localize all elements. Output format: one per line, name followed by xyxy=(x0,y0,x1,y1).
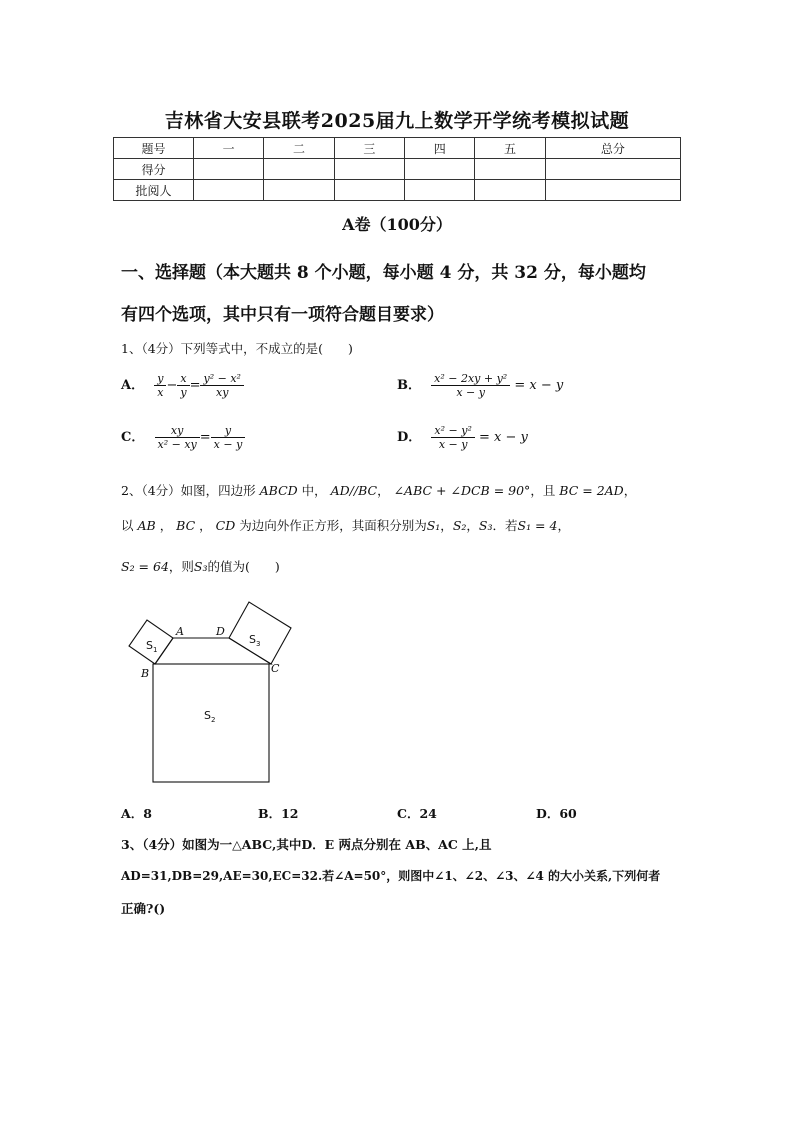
part1-line2: 有四个选项，其中只有一项符合题目要求） xyxy=(121,305,444,325)
q2-figure xyxy=(115,595,300,790)
score-cell[interactable] xyxy=(545,159,680,180)
score-header-cell: 一 xyxy=(194,138,264,159)
score-header-cell: 总分 xyxy=(545,138,680,159)
label-a: A xyxy=(176,625,184,638)
q2-choice-b[interactable]: B．12 xyxy=(258,806,299,821)
q2-line2: 以 AB ， BC ， CD 为边向外作正方形，其面积分别为S₁，S₂，S₃．若S₁ = 4， xyxy=(121,518,570,533)
q1-option-c[interactable]: C． $\frac{xy}{\text{x² − xy}}$ = $\frac{y}{x - y}$ xyxy=(121,424,245,451)
label-s1: $S_1$ xyxy=(146,639,158,654)
score-table-header-row xyxy=(114,138,681,159)
q2-choice-d[interactable]: D．60 xyxy=(536,806,577,821)
score-cell[interactable] xyxy=(405,180,475,201)
score-cell[interactable] xyxy=(405,159,475,180)
label-c: C xyxy=(271,662,280,675)
fraction: $\frac{xy}{\text{x² − xy}}$ xyxy=(155,424,200,451)
label-d: D xyxy=(216,625,225,638)
fraction: $\frac{\text{x² − y²}}{x - y}$ xyxy=(431,424,474,451)
score-header-cell: 三 xyxy=(334,138,404,159)
part1-heading xyxy=(121,252,681,336)
score-row-label: 得分 xyxy=(114,159,194,180)
option-label: A． xyxy=(121,378,145,393)
q2-line3: S₂ = 64，则S₃的值为( ) xyxy=(121,559,280,574)
q1-option-a[interactable]: A． $\frac{y}{x}$ − $\frac{x}{y}$ = $\frac{\text{y² − x²}}{xy}$ xyxy=(121,372,244,399)
score-cell[interactable] xyxy=(264,180,334,201)
score-header-cell: 题号 xyxy=(114,138,194,159)
score-cell[interactable] xyxy=(475,159,545,180)
score-header-cell: 五 xyxy=(475,138,545,159)
page-title: 吉林省大安县联考2025届九上数学开学统考模拟试题 xyxy=(164,110,630,132)
score-cell[interactable] xyxy=(194,180,264,201)
fraction: $\frac{x}{y}$ xyxy=(177,372,189,399)
part1-line1: 一、选择题（本大题共 8 个小题，每小题 4 分，共 32 分，每小题均 xyxy=(121,263,646,283)
q2-choice-a[interactable]: A．8 xyxy=(121,806,152,821)
label-s3: $S_3$ xyxy=(249,633,261,648)
q2-choice-c[interactable]: C．24 xyxy=(397,806,437,821)
fraction: $\frac{\text{x² − 2xy + y²}}{x - y}$ xyxy=(431,372,510,399)
score-header-cell: 四 xyxy=(405,138,475,159)
label-s2: $S_2$ xyxy=(204,709,216,724)
score-cell[interactable] xyxy=(264,159,334,180)
q1-option-d[interactable]: D． $\frac{\text{x² − y²}}{x - y}$ = x − y xyxy=(397,424,528,451)
option-label: B． xyxy=(397,378,421,393)
label-b: B xyxy=(141,667,150,680)
score-header-cell: 二 xyxy=(264,138,334,159)
score-table-row xyxy=(114,180,681,201)
section-a-heading: A卷（100分） xyxy=(342,215,452,234)
score-cell[interactable] xyxy=(194,159,264,180)
score-table xyxy=(113,137,681,201)
score-cell[interactable] xyxy=(334,159,404,180)
q1-stem: 1、（4分）下列等式中，不成立的是( ) xyxy=(121,341,353,356)
q3-line3: 正确?() xyxy=(121,901,166,916)
option-label: D． xyxy=(397,430,422,445)
q2-line1: 2、（4分）如图，四边形 ABCD 中， AD//BC， ∠ABC + ∠DCB = 90°，且 BC = 2AD， xyxy=(121,483,637,498)
score-cell[interactable] xyxy=(545,180,680,201)
fraction: $\frac{y}{x - y}$ xyxy=(211,424,246,451)
q3-line1: 3、（4分）如图为一△ABC,其中D．E 两点分别在 AB、AC 上,且 xyxy=(121,837,492,852)
q3-line2: AD=31,DB=29,AE=30,EC=32.若∠A=50°，则图中∠1、∠2、∠3、∠4 的大小关系,下列何者 xyxy=(121,869,661,883)
option-label: C． xyxy=(121,430,145,445)
square-s3 xyxy=(229,602,291,664)
score-row-label: 批阅人 xyxy=(114,180,194,201)
fraction: $\frac{y}{x}$ xyxy=(154,372,166,399)
fraction: $\frac{\text{y² − x²}}{xy}$ xyxy=(200,372,243,399)
score-cell[interactable] xyxy=(334,180,404,201)
score-cell[interactable] xyxy=(475,180,545,201)
score-table-row xyxy=(114,159,681,180)
q1-option-b[interactable]: B． $\frac{\text{x² − 2xy + y²}}{x - y}$ = x − y xyxy=(397,372,564,399)
